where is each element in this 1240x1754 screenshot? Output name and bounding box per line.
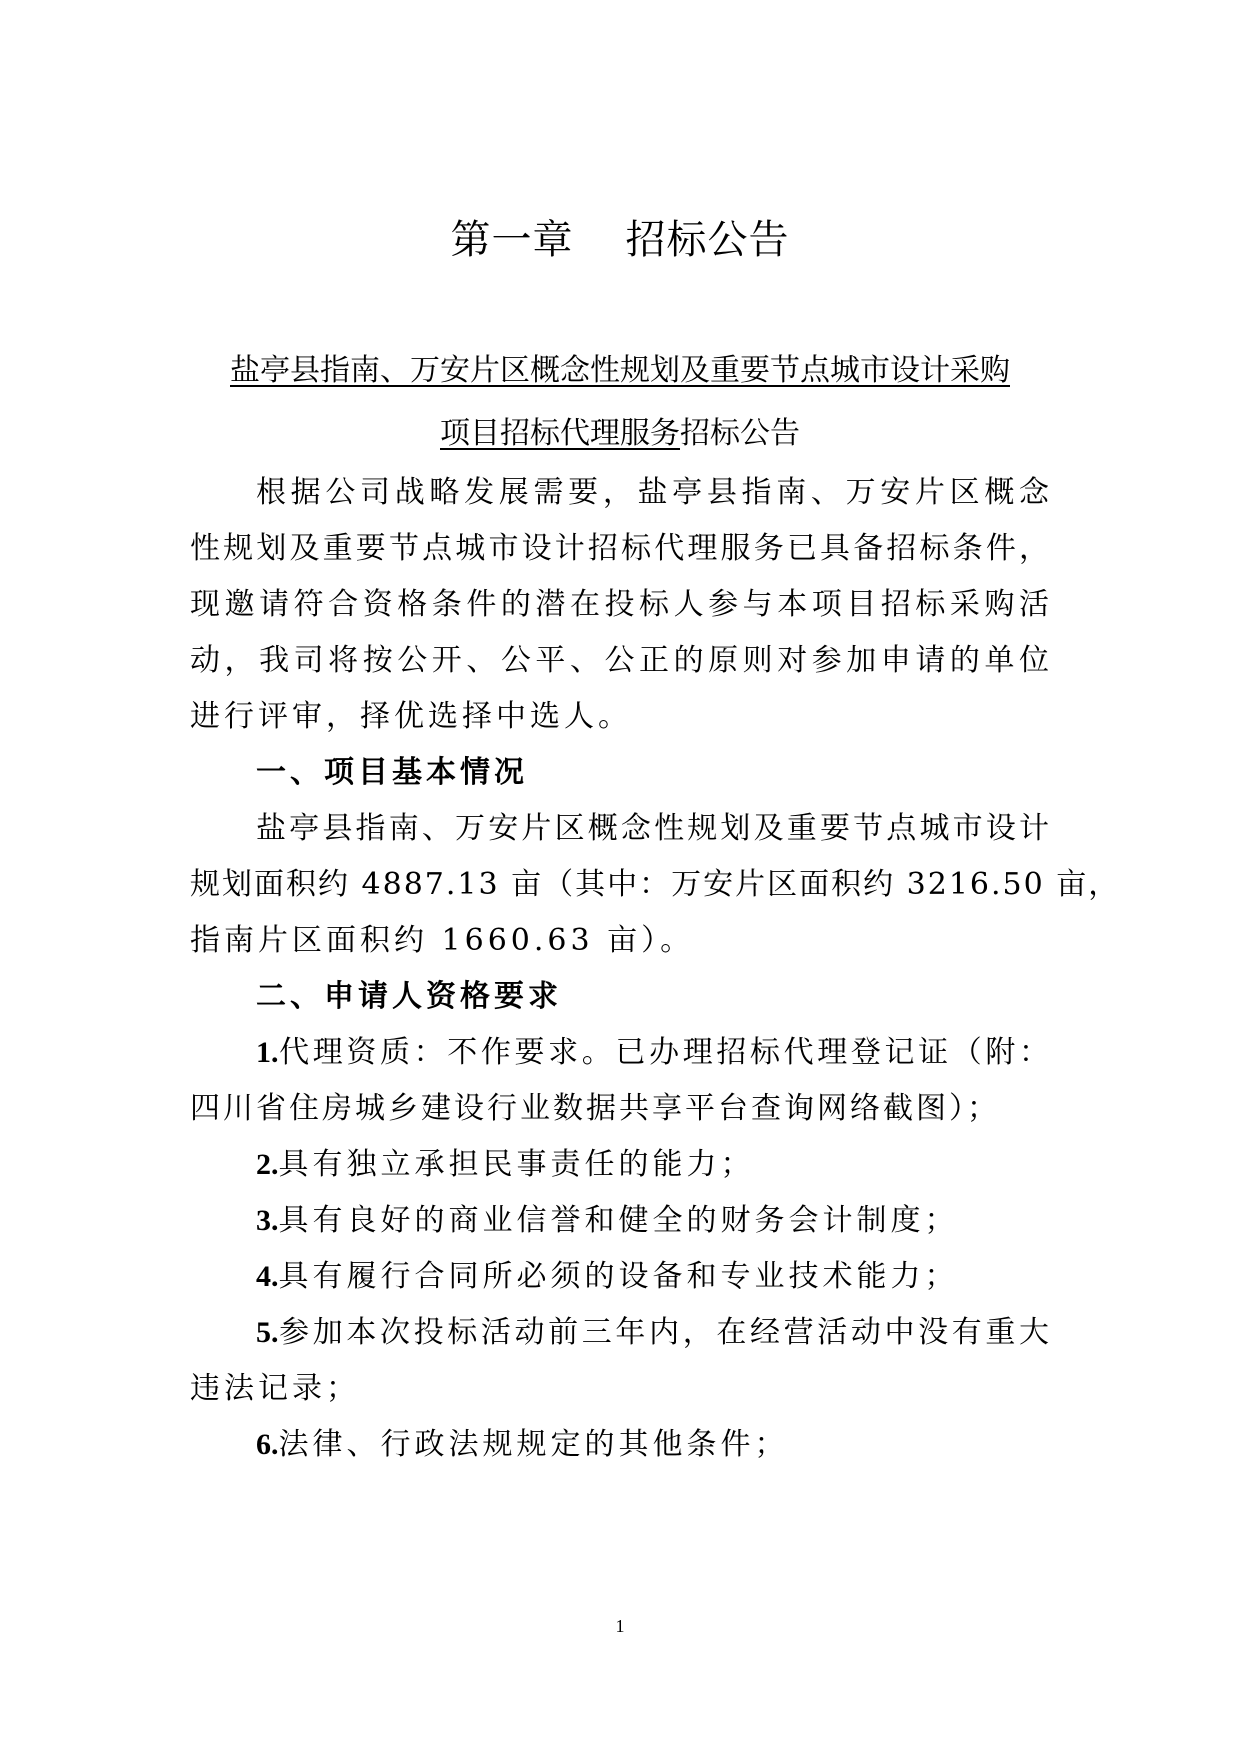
document-title-line-2: 项目招标代理服务招标公告	[440, 416, 800, 451]
qualification-item: 4.具有履行合同所必须的设备和专业技术能力；	[256, 1259, 959, 1294]
intro-line: 性规划及重要节点城市设计招标代理服务已具备招标条件，	[190, 531, 1052, 566]
item-number: 4.	[256, 1260, 279, 1293]
section1-line: 指南片区面积约 1660.63 亩）。	[190, 923, 695, 958]
qualification-item-continued: 四川省住房城乡建设行业数据共享平台查询网络截图）；	[190, 1091, 1000, 1126]
section-heading-basic-info: 一、项目基本情况	[256, 755, 528, 790]
qualification-item: 6.法律、行政法规规定的其他条件；	[256, 1427, 789, 1462]
item-number: 3.	[256, 1204, 279, 1237]
qualification-item: 2.具有独立承担民事责任的能力；	[256, 1147, 755, 1182]
qualification-item: 1.代理资质：不作要求。已办理招标代理登记证（附：	[256, 1035, 1052, 1070]
intro-line: 动，我司将按公开、公平、公正的原则对参加申请的单位	[190, 643, 1052, 678]
qualification-item: 3.具有良好的商业信誉和健全的财务会计制度；	[256, 1203, 959, 1238]
chapter-name: 招标公告	[625, 217, 790, 263]
item-number: 5.	[256, 1316, 279, 1349]
item-number: 1.	[256, 1036, 279, 1069]
intro-line: 现邀请符合资格条件的潜在投标人参与本项目招标采购活	[190, 587, 1052, 622]
qualification-item-continued: 违法记录；	[190, 1371, 360, 1406]
qualification-item: 5.参加本次投标活动前三年内，在经营活动中没有重大	[256, 1315, 1052, 1350]
page-number: 1	[615, 1616, 625, 1636]
intro-line: 根据公司战略发展需要，盐亭县指南、万安片区概念	[256, 475, 1052, 510]
section1-line: 规划面积约 4887.13 亩（其中：万安片区面积约 3216.50 亩，	[190, 867, 1121, 902]
chapter-number: 第一章	[450, 217, 574, 263]
item-number: 6.	[256, 1428, 279, 1461]
chapter-title	[0, 210, 1240, 270]
section-heading-qualifications: 二、申请人资格要求	[256, 979, 562, 1014]
section1-line: 盐亭县指南、万安片区概念性规划及重要节点城市设计	[256, 811, 1052, 846]
item-number: 2.	[256, 1148, 279, 1181]
document-title-line-1: 盐亭县指南、万安片区概念性规划及重要节点城市设计采购	[230, 353, 1010, 388]
intro-line: 进行评审，择优选择中选人。	[190, 699, 632, 734]
